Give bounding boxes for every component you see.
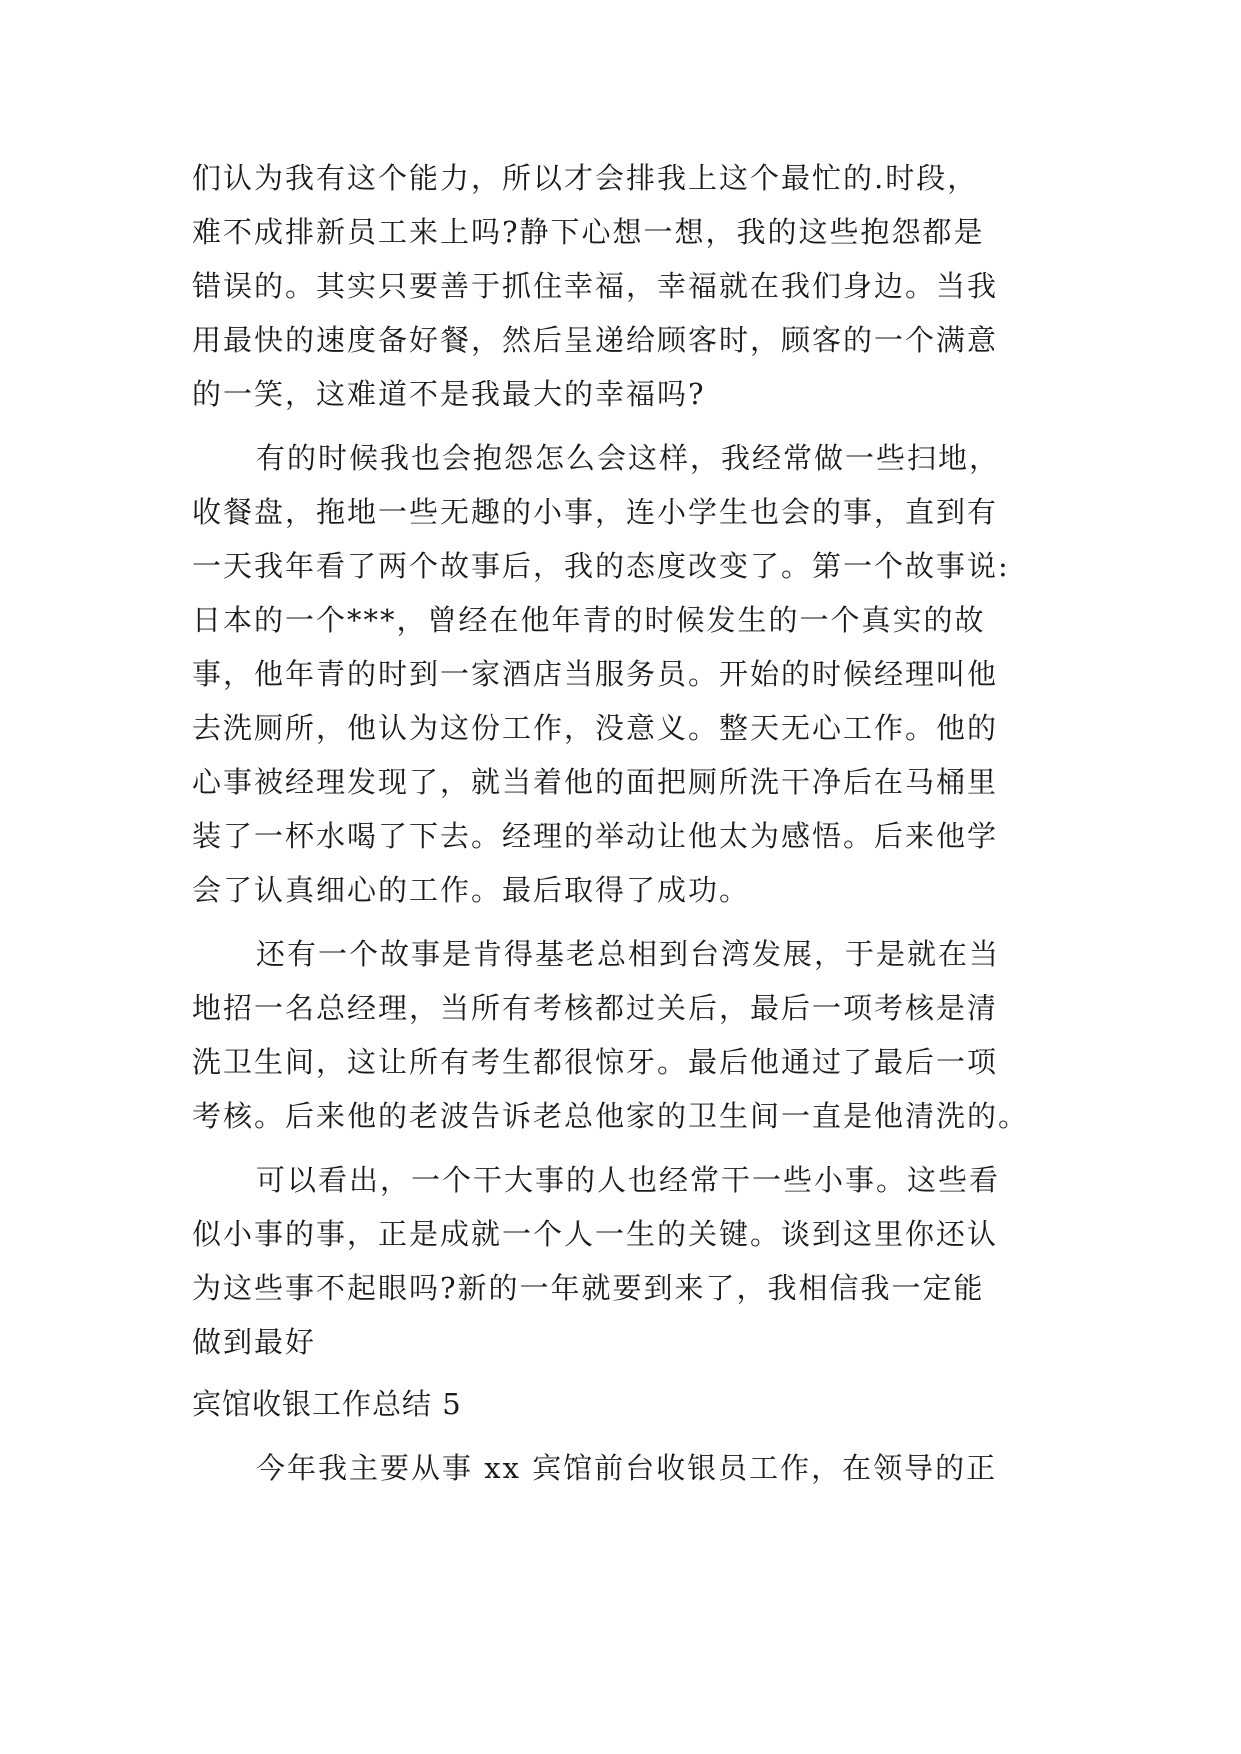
text-line: 做到最好 — [192, 1325, 317, 1359]
section-heading: 宾馆收银工作总结 5 — [192, 1387, 462, 1421]
text-line: 洗卫生间，这让所有考生都很惊牙。最后他通过了最后一项 — [192, 1045, 999, 1079]
paragraph-first-line: 今年我主要从事 xx 宾馆前台收银员工作，在领导的正 — [256, 1451, 998, 1485]
text-line: 用最快的速度备好餐，然后呈递给顾客时，顾客的一个满意 — [192, 323, 999, 357]
text-line: 考核。后来他的老波告诉老总他家的卫生间一直是他清洗的。 — [192, 1099, 1030, 1133]
text-line: 难不成排新员工来上吗?静下心想一想，我的这些抱怨都是 — [192, 215, 985, 249]
text-line: 事，他年青的时到一家酒店当服务员。开始的时候经理叫他 — [192, 657, 999, 691]
text-line: 错误的。其实只要善于抓住幸福，幸福就在我们身边。当我 — [192, 269, 999, 303]
text-line: 似小事的事，正是成就一个人一生的关键。谈到这里你还认 — [192, 1217, 999, 1251]
text-line: 一天我年看了两个故事后，我的态度改变了。第一个故事说: — [192, 549, 1010, 583]
text-line: 日本的一个***，曾经在他年青的时候发生的一个真实的故 — [192, 603, 986, 637]
text-line: 去洗厕所，他认为这份工作，没意义。整天无心工作。他的 — [192, 711, 999, 745]
paragraph-first-line: 还有一个故事是肯得基老总相到台湾发展，于是就在当 — [256, 937, 1001, 971]
text-line: 收餐盘，拖地一些无趣的小事，连小学生也会的事，直到有 — [192, 495, 999, 529]
text-line: 心事被经理发现了，就当着他的面把厕所洗干净后在马桶里 — [192, 765, 999, 799]
text-line: 们认为我有这个能力，所以才会排我上这个最忙的.时段， — [192, 161, 979, 195]
text-line: 装了一杯水喝了下去。经理的举动让他太为感悟。后来他学 — [192, 819, 999, 853]
paragraph-first-line: 可以看出，一个干大事的人也经常干一些小事。这些看 — [256, 1163, 1001, 1197]
text-line: 为这些事不起眼吗?新的一年就要到来了，我相信我一定能 — [192, 1271, 985, 1305]
text-line: 的一笑，这难道不是我最大的幸福吗? — [192, 377, 706, 411]
text-line: 地招一名总经理，当所有考核都过关后，最后一项考核是清 — [192, 991, 999, 1025]
paragraph-first-line: 有的时候我也会抱怨怎么会这样，我经常做一些扫地， — [256, 441, 1001, 475]
text-line: 会了认真细心的工作。最后取得了成功。 — [192, 873, 751, 907]
